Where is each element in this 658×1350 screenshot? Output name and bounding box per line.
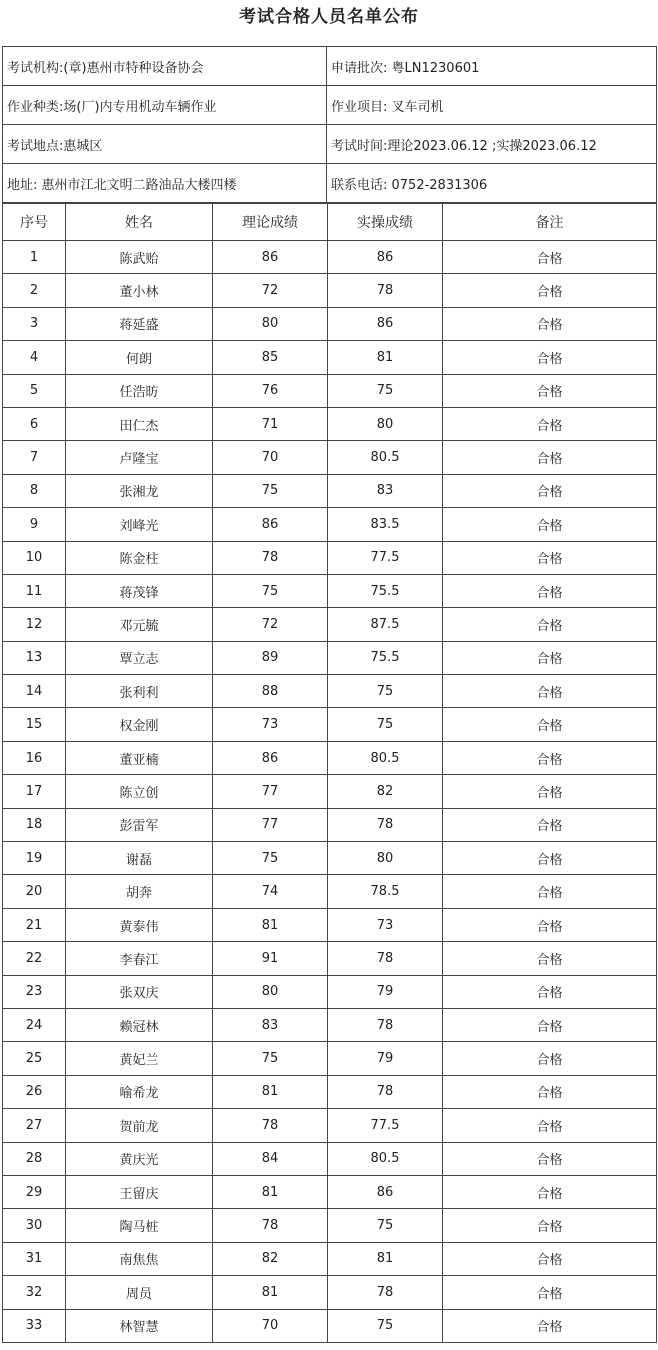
work-item: 作业项目: 叉车司机: [327, 86, 657, 125]
cell-practical-score: 77.5: [328, 1109, 443, 1142]
cell-theory-score: 74: [213, 875, 328, 908]
cell-remark: 合格: [443, 508, 657, 541]
cell-remark: 合格: [443, 641, 657, 674]
cell-remark: 合格: [443, 341, 657, 374]
cell-practical-score: 78.5: [328, 875, 443, 908]
cell-seq: 32: [3, 1276, 66, 1309]
cell-seq: 31: [3, 1242, 66, 1275]
header-seq: 序号: [3, 204, 66, 241]
cell-theory-score: 91: [213, 942, 328, 975]
table-row: [3, 1242, 657, 1275]
cell-name: 何朗: [66, 341, 213, 374]
cell-remark: 合格: [443, 741, 657, 774]
table-row: [3, 741, 657, 774]
table-row: [3, 708, 657, 741]
table-row: [3, 1142, 657, 1175]
cell-practical-score: 75: [328, 708, 443, 741]
cell-remark: 合格: [443, 708, 657, 741]
cell-remark: 合格: [443, 842, 657, 875]
cell-seq: 22: [3, 942, 66, 975]
cell-seq: 19: [3, 842, 66, 875]
cell-remark: 合格: [443, 675, 657, 708]
cell-practical-score: 75.5: [328, 574, 443, 607]
cell-remark: 合格: [443, 1008, 657, 1041]
cell-name: 陶马桩: [66, 1209, 213, 1242]
cell-name: 董亚楠: [66, 741, 213, 774]
table-row: [3, 1042, 657, 1075]
cell-name: 张湘龙: [66, 474, 213, 507]
cell-theory-score: 75: [213, 1042, 328, 1075]
table-row: [3, 775, 657, 808]
cell-practical-score: 81: [328, 341, 443, 374]
cell-seq: 27: [3, 1109, 66, 1142]
cell-name: 黄妃兰: [66, 1042, 213, 1075]
cell-seq: 1: [3, 241, 66, 274]
cell-name: 董小林: [66, 274, 213, 307]
cell-remark: 合格: [443, 307, 657, 340]
header-name: 姓名: [66, 204, 213, 241]
cell-theory-score: 86: [213, 241, 328, 274]
table-row: [3, 1008, 657, 1041]
cell-remark: 合格: [443, 975, 657, 1008]
cell-name: 覃立志: [66, 641, 213, 674]
cell-name: 陈立创: [66, 775, 213, 808]
cell-theory-score: 77: [213, 808, 328, 841]
exam-time: 考试时间:理论2023.06.12 ;实操2023.06.12: [327, 125, 657, 164]
cell-remark: 合格: [443, 1242, 657, 1275]
cell-name: 南焦焦: [66, 1242, 213, 1275]
table-row: [3, 1075, 657, 1108]
cell-seq: 24: [3, 1008, 66, 1041]
cell-name: 喻希龙: [66, 1075, 213, 1108]
cell-theory-score: 82: [213, 1242, 328, 1275]
cell-remark: 合格: [443, 574, 657, 607]
cell-seq: 23: [3, 975, 66, 1008]
info-row: [3, 164, 657, 203]
application-batch: 申请批次: 粤LN1230601: [327, 47, 657, 86]
cell-seq: 26: [3, 1075, 66, 1108]
table-row: [3, 842, 657, 875]
table-row: [3, 541, 657, 574]
table-row: [3, 374, 657, 407]
cell-practical-score: 78: [328, 942, 443, 975]
cell-remark: 合格: [443, 908, 657, 941]
cell-name: 陈金柱: [66, 541, 213, 574]
cell-seq: 5: [3, 374, 66, 407]
cell-remark: 合格: [443, 474, 657, 507]
table-row: [3, 675, 657, 708]
cell-theory-score: 72: [213, 274, 328, 307]
cell-seq: 8: [3, 474, 66, 507]
cell-theory-score: 75: [213, 474, 328, 507]
page-title: 考试合格人员名单公布: [239, 7, 419, 27]
cell-theory-score: 70: [213, 441, 328, 474]
cell-remark: 合格: [443, 1309, 657, 1342]
cell-practical-score: 87.5: [328, 608, 443, 641]
cell-remark: 合格: [443, 241, 657, 274]
table-row: [3, 1309, 657, 1342]
cell-seq: 29: [3, 1175, 66, 1208]
cell-seq: 30: [3, 1209, 66, 1242]
table-row: [3, 307, 657, 340]
cell-practical-score: 86: [328, 1175, 443, 1208]
cell-practical-score: 83.5: [328, 508, 443, 541]
cell-seq: 21: [3, 908, 66, 941]
results-body: [3, 241, 657, 1343]
cell-theory-score: 75: [213, 574, 328, 607]
cell-practical-score: 79: [328, 975, 443, 1008]
header-theory-score: 理论成绩: [213, 204, 328, 241]
cell-theory-score: 80: [213, 975, 328, 1008]
cell-theory-score: 76: [213, 374, 328, 407]
table-row: [3, 441, 657, 474]
cell-practical-score: 82: [328, 775, 443, 808]
cell-remark: 合格: [443, 441, 657, 474]
header-remark: 备注: [443, 204, 657, 241]
cell-name: 赖冠林: [66, 1008, 213, 1041]
contact-phone: 联系电话: 0752-2831306: [327, 164, 657, 203]
cell-seq: 9: [3, 508, 66, 541]
cell-practical-score: 83: [328, 474, 443, 507]
cell-theory-score: 85: [213, 341, 328, 374]
cell-theory-score: 78: [213, 541, 328, 574]
cell-remark: 合格: [443, 274, 657, 307]
cell-remark: 合格: [443, 775, 657, 808]
cell-theory-score: 70: [213, 1309, 328, 1342]
info-row: [3, 125, 657, 164]
cell-remark: 合格: [443, 608, 657, 641]
cell-seq: 11: [3, 574, 66, 607]
cell-practical-score: 80.5: [328, 741, 443, 774]
cell-theory-score: 73: [213, 708, 328, 741]
cell-name: 蒋茂锋: [66, 574, 213, 607]
exam-info-table: [2, 46, 657, 203]
cell-name: 李春江: [66, 942, 213, 975]
cell-name: 权金刚: [66, 708, 213, 741]
exam-location: 考试地点:惠城区: [3, 125, 327, 164]
cell-practical-score: 75: [328, 1309, 443, 1342]
cell-remark: 合格: [443, 1175, 657, 1208]
cell-seq: 18: [3, 808, 66, 841]
cell-remark: 合格: [443, 808, 657, 841]
cell-seq: 15: [3, 708, 66, 741]
table-row: [3, 908, 657, 941]
cell-seq: 7: [3, 441, 66, 474]
cell-theory-score: 89: [213, 641, 328, 674]
table-row: [3, 1109, 657, 1142]
cell-remark: 合格: [443, 1109, 657, 1142]
table-row: [3, 875, 657, 908]
cell-theory-score: 81: [213, 908, 328, 941]
cell-remark: 合格: [443, 942, 657, 975]
cell-theory-score: 80: [213, 307, 328, 340]
cell-remark: 合格: [443, 374, 657, 407]
cell-remark: 合格: [443, 1276, 657, 1309]
cell-name: 谢磊: [66, 842, 213, 875]
cell-theory-score: 88: [213, 675, 328, 708]
cell-name: 彭雷军: [66, 808, 213, 841]
table-row: [3, 1209, 657, 1242]
cell-remark: 合格: [443, 541, 657, 574]
cell-theory-score: 81: [213, 1075, 328, 1108]
cell-practical-score: 78: [328, 1075, 443, 1108]
cell-name: 林智慧: [66, 1309, 213, 1342]
header-practical-score: 实操成绩: [328, 204, 443, 241]
cell-theory-score: 81: [213, 1175, 328, 1208]
cell-theory-score: 83: [213, 1008, 328, 1041]
cell-name: 黄泰伟: [66, 908, 213, 941]
cell-practical-score: 75: [328, 1209, 443, 1242]
table-row: [3, 241, 657, 274]
cell-theory-score: 77: [213, 775, 328, 808]
cell-theory-score: 78: [213, 1109, 328, 1142]
cell-theory-score: 71: [213, 407, 328, 440]
cell-remark: 合格: [443, 1142, 657, 1175]
cell-name: 黄庆光: [66, 1142, 213, 1175]
cell-remark: 合格: [443, 1209, 657, 1242]
cell-remark: 合格: [443, 1042, 657, 1075]
cell-seq: 25: [3, 1042, 66, 1075]
cell-seq: 16: [3, 741, 66, 774]
cell-practical-score: 75: [328, 374, 443, 407]
cell-name: 贺前龙: [66, 1109, 213, 1142]
cell-name: 张双庆: [66, 975, 213, 1008]
cell-remark: 合格: [443, 407, 657, 440]
cell-name: 周员: [66, 1276, 213, 1309]
cell-theory-score: 86: [213, 508, 328, 541]
table-row: [3, 1276, 657, 1309]
cell-practical-score: 80: [328, 407, 443, 440]
cell-practical-score: 86: [328, 241, 443, 274]
cell-seq: 33: [3, 1309, 66, 1342]
cell-practical-score: 81: [328, 1242, 443, 1275]
cell-remark: 合格: [443, 875, 657, 908]
cell-remark: 合格: [443, 1075, 657, 1108]
cell-name: 王留庆: [66, 1175, 213, 1208]
table-row: [3, 1175, 657, 1208]
cell-seq: 28: [3, 1142, 66, 1175]
cell-practical-score: 78: [328, 1008, 443, 1041]
cell-seq: 12: [3, 608, 66, 641]
results-table: [2, 203, 657, 1343]
table-row: [3, 641, 657, 674]
info-row: [3, 86, 657, 125]
table-row: [3, 574, 657, 607]
table-row: [3, 808, 657, 841]
cell-seq: 14: [3, 675, 66, 708]
cell-name: 胡奔: [66, 875, 213, 908]
work-category: 作业种类:场(厂)内专用机动车辆作业: [3, 86, 327, 125]
cell-name: 张利利: [66, 675, 213, 708]
cell-practical-score: 78: [328, 808, 443, 841]
cell-practical-score: 73: [328, 908, 443, 941]
table-row: [3, 474, 657, 507]
cell-theory-score: 81: [213, 1276, 328, 1309]
cell-name: 刘峰光: [66, 508, 213, 541]
cell-practical-score: 79: [328, 1042, 443, 1075]
table-row: [3, 508, 657, 541]
cell-practical-score: 80.5: [328, 1142, 443, 1175]
cell-practical-score: 86: [328, 307, 443, 340]
cell-seq: 6: [3, 407, 66, 440]
table-row: [3, 975, 657, 1008]
cell-name: 任浩昉: [66, 374, 213, 407]
table-row: [3, 407, 657, 440]
cell-seq: 17: [3, 775, 66, 808]
exam-org: 考试机构:(章)惠州市特种设备协会: [3, 47, 327, 86]
cell-name: 陈武贻: [66, 241, 213, 274]
cell-seq: 4: [3, 341, 66, 374]
cell-theory-score: 84: [213, 1142, 328, 1175]
cell-seq: 20: [3, 875, 66, 908]
cell-name: 蒋延盛: [66, 307, 213, 340]
cell-practical-score: 78: [328, 274, 443, 307]
cell-name: 田仁杰: [66, 407, 213, 440]
cell-practical-score: 80: [328, 842, 443, 875]
cell-theory-score: 86: [213, 741, 328, 774]
cell-theory-score: 78: [213, 1209, 328, 1242]
cell-seq: 10: [3, 541, 66, 574]
cell-practical-score: 78: [328, 1276, 443, 1309]
cell-seq: 13: [3, 641, 66, 674]
table-row: [3, 274, 657, 307]
table-row: [3, 608, 657, 641]
cell-seq: 2: [3, 274, 66, 307]
info-row: [3, 47, 657, 86]
cell-practical-score: 80.5: [328, 441, 443, 474]
table-header-row: [3, 204, 657, 241]
cell-seq: 3: [3, 307, 66, 340]
address: 地址: 惠州市江北文明二路油品大楼四楼: [3, 164, 327, 203]
cell-practical-score: 75.5: [328, 641, 443, 674]
table-row: [3, 942, 657, 975]
table-row: [3, 341, 657, 374]
cell-practical-score: 75: [328, 675, 443, 708]
cell-theory-score: 72: [213, 608, 328, 641]
cell-theory-score: 75: [213, 842, 328, 875]
cell-name: 卢隆宝: [66, 441, 213, 474]
cell-practical-score: 77.5: [328, 541, 443, 574]
cell-name: 邓元毓: [66, 608, 213, 641]
